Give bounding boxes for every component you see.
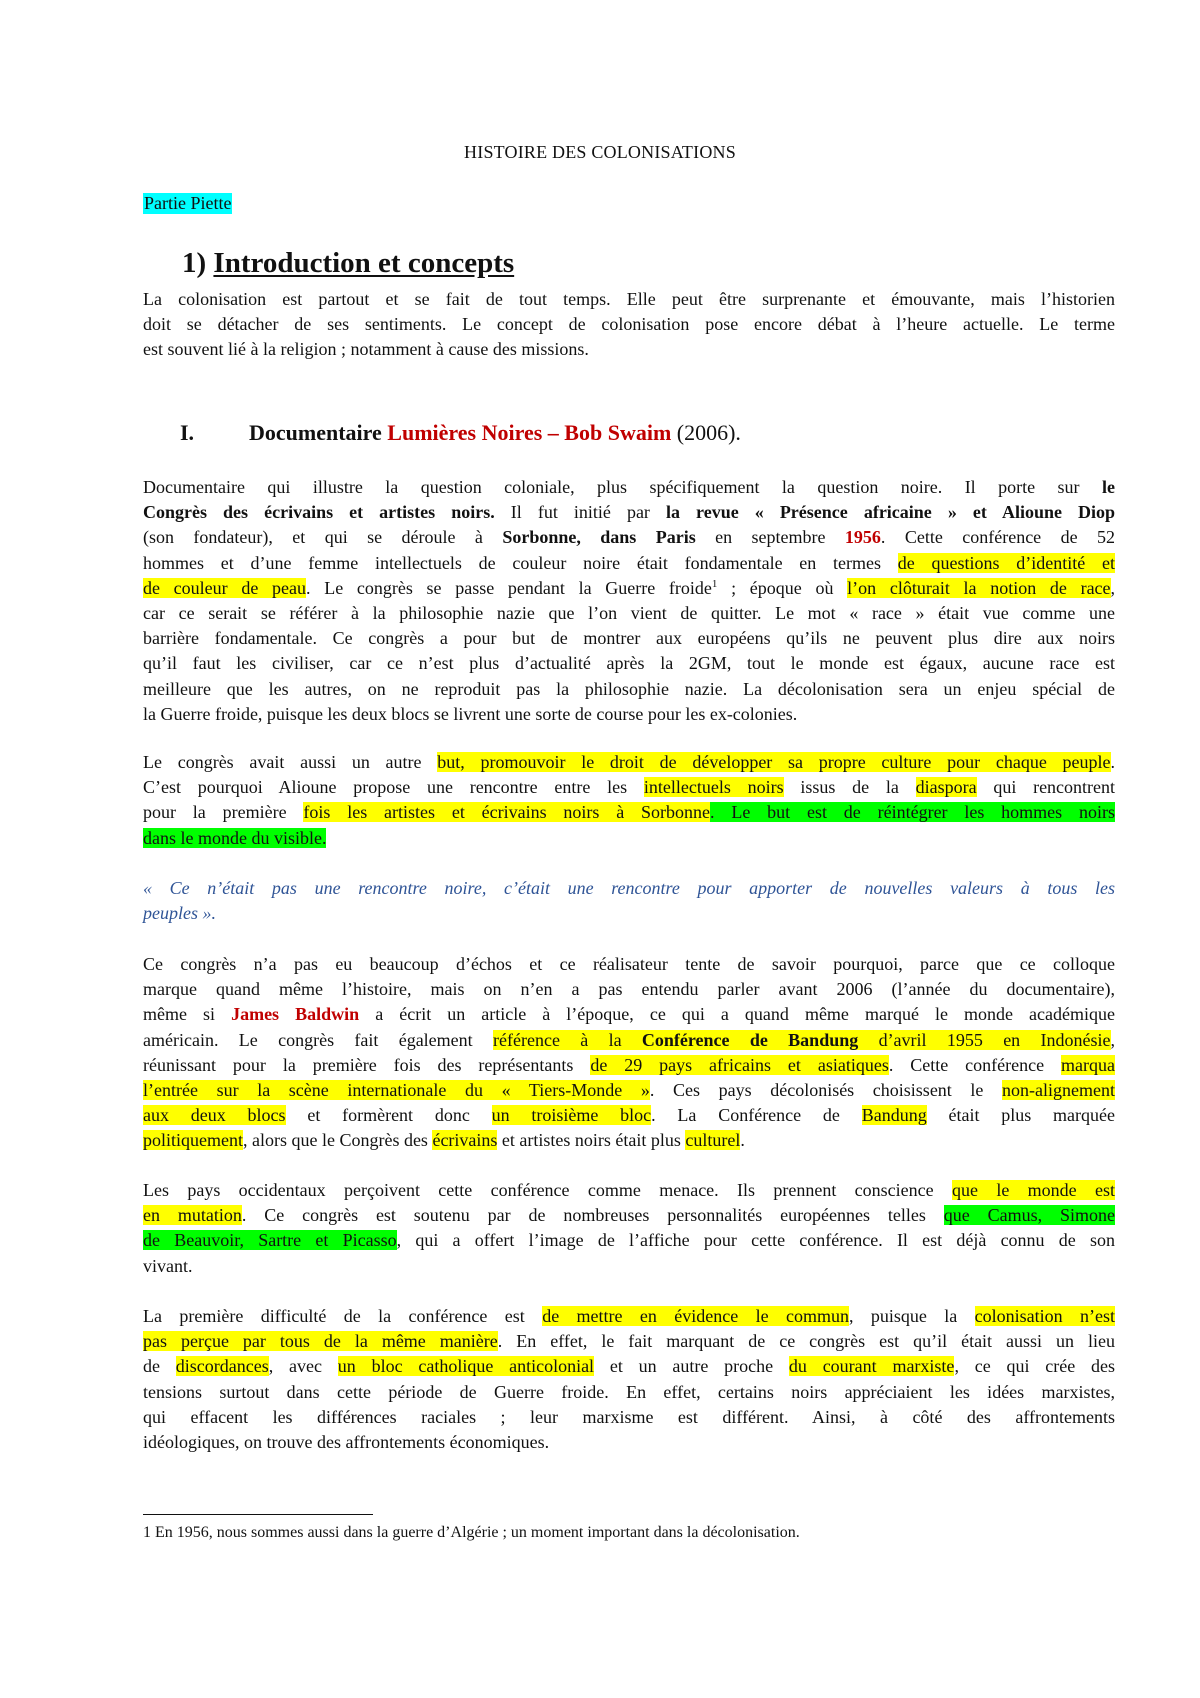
text-run: (son fondateur), et qui se déroule à [143, 527, 483, 548]
paragraph-line: qui effacent les différences raciales ; leur marxisme est différent. Ainsi, à côté des affrontements [143, 1406, 1115, 1427]
paragraph-line [143, 775, 1115, 800]
quote-line: peuples ». [143, 903, 216, 924]
paragraph-line [143, 1028, 1115, 1053]
part-label: Partie Piette [144, 193, 232, 213]
green-highlight: que Camus, Simone [943, 1205, 1115, 1226]
text-run: Le congrès avait aussi un autre [143, 752, 422, 772]
paragraph-line: la Guerre froide, puisque les deux blocs se livrent une sorte de course pour les ex-colonies. [143, 703, 798, 724]
text-run: . Ces pays décolonisés choisissent le [649, 1080, 984, 1101]
paragraph-line [143, 1103, 1115, 1128]
text-run: Documentaire qui illustre la question coloniale, plus spécifiquement la question noire. Il porte sur [143, 477, 1080, 497]
yellow-highlight: en mutation [143, 1205, 242, 1226]
paragraph-line: marque quand même l’histoire, mais on n’en a pas entendu parler avant 2006 (l’année du documentaire), [143, 979, 1115, 1000]
film-year: (2006). [676, 420, 741, 445]
green-highlight: dans le monde du visible. [143, 827, 327, 848]
yellow-highlight: un troisième bloc [491, 1105, 652, 1126]
text-run: ; époque où [717, 577, 834, 598]
paragraph-difficulty [143, 1304, 1115, 1455]
text-run: même si [143, 1004, 216, 1025]
text-run: . Le congrès se passe pendant la Guerre froide [306, 577, 712, 598]
paragraph-line [143, 576, 1115, 601]
paragraph-line [143, 525, 1115, 550]
text-run: . Cette conférence de 52 [880, 527, 1115, 548]
text-run: référence à la [493, 1029, 622, 1050]
paragraph-western-perception [143, 1178, 1115, 1279]
quote-block [143, 876, 1115, 926]
footnote-ref[interactable]: 1 [711, 577, 718, 590]
section-number: 1) [182, 247, 207, 279]
text-run: issus de la [800, 777, 899, 798]
text-run: . Ce congrès est soutenu par de nombreuses personnalités européennes telles [241, 1205, 926, 1226]
yellow-highlight: écrivains [432, 1130, 498, 1151]
text-run: . Cette conférence [888, 1054, 1045, 1075]
paragraph-line [143, 750, 1115, 775]
quote-line: « Ce n’était pas une rencontre noire, c’était une rencontre pour apporter de nouvelles valeurs à tous les [143, 878, 1115, 898]
text-run: américain. Le congrès fait également [143, 1029, 473, 1050]
yellow-highlight: culturel [685, 1130, 741, 1151]
text-run: , avec [268, 1356, 322, 1377]
yellow-highlight: que le monde est [952, 1180, 1116, 1200]
paragraph-line: vivant. [143, 1255, 193, 1276]
paragraph-echoes [143, 952, 1115, 1154]
text-run: . La Conférence de [651, 1105, 840, 1126]
intro-paragraph [143, 287, 1115, 363]
paragraph-line: meilleure que les autres, on ne reproduit pas la philosophie nazie. La décolonisation sera un enjeu spécial de [143, 678, 1115, 699]
paragraph-line [143, 1078, 1115, 1103]
paragraph-line [143, 475, 1115, 500]
text-run: de [143, 1356, 160, 1377]
yellow-highlight: de 29 pays africains et asiatiques [590, 1054, 889, 1075]
text-run: , [1110, 1029, 1115, 1050]
paragraph-line: car ce serait se référer à la philosophie nazie que l’on vient de quitter. Le mot « race » était vue comme une [143, 603, 1115, 624]
green-highlight: de Beauvoir, Sartre et Picasso [143, 1230, 397, 1251]
text-run: pour la première [143, 802, 287, 823]
yellow-highlight: du courant marxiste [788, 1356, 955, 1377]
paragraph-line [143, 551, 1115, 576]
subsection-prefix: Documentaire [249, 420, 382, 445]
paragraph-line [143, 1053, 1115, 1078]
yellow-highlight: de couleur de peau [143, 577, 307, 598]
text-run: réunissant pour la première fois des représentants [143, 1054, 574, 1075]
yellow-highlight: de questions d’identité et [897, 552, 1116, 573]
yellow-highlight: diaspora [915, 777, 977, 798]
paragraph-line: doit se détacher de ses sentiments. Le concept de colonisation pose encore débat à l’heure actuelle. Le terme [143, 314, 1115, 335]
yellow-highlight: marqua [1061, 1054, 1115, 1075]
text-run: et un autre proche [609, 1356, 774, 1377]
paragraph-line [143, 1304, 1115, 1329]
bold-run: Conférence de Bandung [641, 1029, 859, 1050]
paragraph-line [143, 500, 1115, 525]
text-run: La première difficulté de la conférence est [143, 1306, 525, 1326]
yellow-highlight: but, promouvoir le droit de développer sa propre culture pour chaque peuple [437, 752, 1111, 772]
yellow-highlight: aux deux blocs [143, 1105, 286, 1126]
text-run: a écrit un article à l’époque, ce qui a quand même marqué le monde académique [375, 1004, 1115, 1025]
paragraph-line: Ce congrès n’a pas eu beaucoup d’échos et ce réalisateur tente de savoir pourquoi, parce que ce colloque [143, 954, 1115, 974]
text-run: d’avril 1955 en Indonésie [878, 1029, 1111, 1050]
text-run: était plus marquée [948, 1105, 1115, 1126]
paragraph-line: tensions surtout dans cette période de Guerre froide. En effet, certains noirs appréciaient les idées marxistes, [143, 1381, 1115, 1402]
yellow-highlight: colonisation n’est [974, 1306, 1115, 1326]
paragraph-line [143, 1002, 1115, 1027]
paragraph-line [143, 1329, 1115, 1354]
text-run: hommes et d’une femme intellectuels de couleur noire était fondamentale en termes [143, 552, 882, 573]
paragraph-line [143, 1128, 1115, 1153]
yellow-highlight: discordances [175, 1356, 269, 1377]
yellow-highlight: fois les artistes et écrivains noirs à Sorbonne [303, 802, 711, 823]
yellow-highlight: l’on clôturait la notion de race [847, 577, 1111, 598]
subsection-number: I. [180, 420, 195, 445]
text-run: . [740, 1130, 745, 1151]
text-run: , [1110, 577, 1116, 598]
section-title: Introduction et concepts [213, 247, 515, 279]
yellow-highlight: non-alignement [1002, 1080, 1116, 1101]
yellow-highlight: intellectuels noirs [643, 777, 784, 798]
film-title: Lumières Noires – Bob Swaim [387, 420, 672, 445]
text-run: qui rencontrent [993, 777, 1116, 798]
bold-run: la revue « Présence africaine » et Alioune Diop [666, 502, 1116, 523]
paragraph-line [143, 1203, 1115, 1228]
text-run: C’est pourquoi Alioune propose une rencontre entre les [143, 777, 628, 798]
paragraph-line: qu’il faut les civiliser, car ce n’est plus d’actualité après la 2GM, tout le monde est égaux, aucune race est [143, 653, 1115, 674]
text-run: et artistes noirs était plus [501, 1130, 681, 1151]
paragraph-line: idéologiques, on trouve des affrontements économiques. [143, 1432, 550, 1453]
text-run: . En effet, le fait marquant de ce congrès est qu’il était aussi un lieu [497, 1331, 1115, 1352]
paragraph-line: barrière fondamentale. Ce congrès a pour but de montrer aux européens qu’ils ne peuvent plus dire aux noirs [143, 628, 1115, 649]
yellow-highlight: Bandung [861, 1105, 927, 1126]
text-run: et formèrent donc [307, 1105, 470, 1126]
text-run: Il fut initié par [510, 502, 650, 523]
paragraph-line [143, 1228, 1115, 1253]
footnote-separator [143, 1514, 373, 1515]
document-title: HISTOIRE DES COLONISATIONS [464, 142, 736, 162]
yellow-highlight: pas perçue par tous de la même manière [143, 1331, 498, 1352]
footnote: 1 En 1956, nous sommes aussi dans la guerre d’Algérie ; un moment important dans la décolonisation. [143, 1524, 800, 1541]
year-highlight: 1956 [844, 527, 881, 548]
paragraph-documentary [143, 475, 1115, 727]
text-run: , qui a offert l’image de l’affiche pour cette conférence. Il est déjà connu de son [396, 1230, 1115, 1251]
paragraph-line [143, 1354, 1115, 1379]
bold-run: Sorbonne, dans Paris [502, 527, 696, 548]
yellow-highlight: de mettre en évidence le commun [542, 1306, 849, 1326]
paragraph-line [143, 826, 1115, 851]
yellow-highlight: politiquement [143, 1130, 243, 1151]
paragraph-line: La colonisation est partout et se fait de tout temps. Elle peut être surprenante et émouvante, mais l’historien [143, 289, 1115, 309]
person-name: James Baldwin [231, 1004, 360, 1025]
text-run: en septembre [715, 527, 826, 548]
yellow-highlight [493, 1030, 1111, 1050]
yellow-highlight: un bloc catholique anticolonial [337, 1356, 595, 1377]
text-run: , ce qui crée des [954, 1356, 1115, 1377]
bold-run: Congrès des écrivains et artistes noirs. [143, 502, 495, 523]
green-highlight: . Le but est de réintégrer les hommes noirs [710, 802, 1115, 823]
text-run: . [1110, 752, 1116, 772]
section-heading [182, 247, 514, 280]
bold-run: le [1102, 477, 1116, 497]
paragraph-congress-goal [143, 750, 1115, 851]
paragraph-line [143, 1178, 1115, 1203]
text-run: , puisque la [849, 1306, 958, 1326]
paragraph-line [143, 800, 1115, 825]
yellow-highlight: l’entrée sur la scène internationale du « Tiers-Monde » [143, 1080, 650, 1101]
text-run: , alors que le Congrès des [242, 1130, 428, 1151]
text-run: Les pays occidentaux perçoivent cette conférence comme menace. Ils prennent conscience [143, 1180, 934, 1200]
paragraph-line: est souvent lié à la religion ; notamment à cause des missions. [143, 339, 589, 360]
subsection-heading [180, 420, 741, 446]
